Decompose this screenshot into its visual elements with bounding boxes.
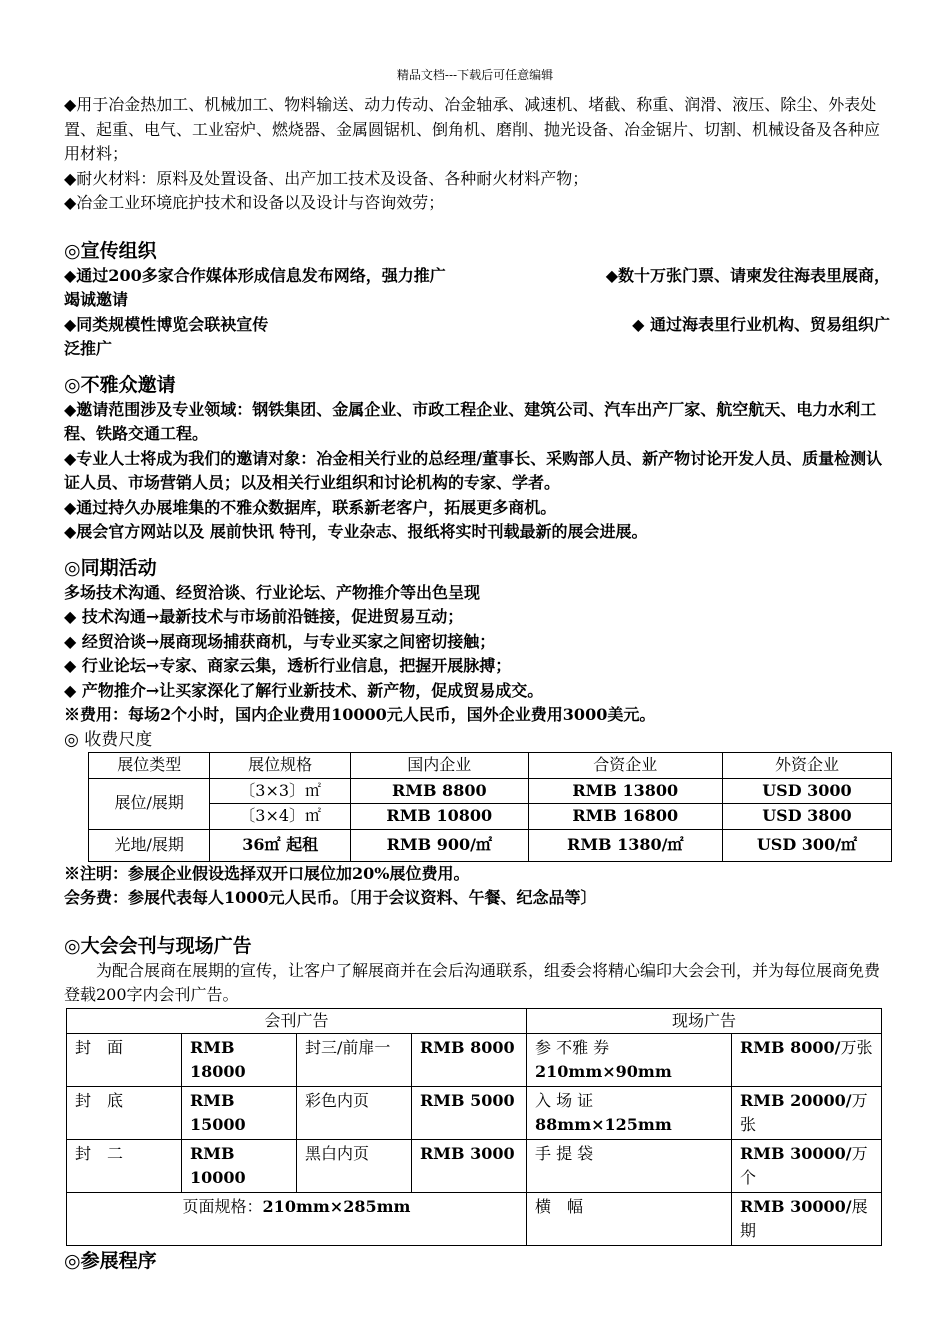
promo-item: ◆通过200多家合作媒体形成信息发布网络，强力推广 [64,265,446,285]
section-title-fees: ◎ 收费尺度 [64,729,153,750]
table-cell: RMB 10800 [350,804,528,830]
ad-item: 参 不雅 券 [535,1037,610,1057]
ad-size: 88mm×125mm [535,1114,672,1134]
table-cell: 封 面 [67,1033,182,1086]
invite-item: ◆邀请范围涉及专业领域：钢铁集团、金属企业、市政工程企业、建筑公司、汽车出产厂家、航空航天、电力水利工程、铁路交通工程。 [64,399,877,443]
table-header: 国内企业 [350,753,528,779]
page-spec-value: 210mm×285mm [262,1196,411,1216]
table-cell: 封三/前扉一 [297,1033,412,1086]
table-cell: RMB 13800 [528,778,722,804]
table-cell: 光地/展期 [89,829,210,861]
promo-row [64,313,890,338]
ad-price: RMB 30000/ [740,1196,852,1216]
table-cell [527,1139,732,1192]
ad-unit: 万张 [840,1037,873,1057]
intro-item: ◆冶金工业环境庇护技术和设备以及设计与咨询效劳； [64,193,445,212]
table-row [67,1192,882,1245]
ads-desc: 为配合展商在展期的宣传，让客户了解展商并在会后沟通联系，组委会将精心编印大会会刊，并为每位展商免费登载200字内会刊广告。 [64,960,881,1004]
table-cell [732,1192,882,1245]
promo-cont: 竭诚邀请 [64,290,129,309]
invite-item: ◆专业人士将成为我们的邀请对象：冶金相关行业的总经理/董事长、采购部人员、新产物讨论开发人员、质量检测认证人员、市场营销人员；以及相关行业组织和讨论机构的专家、学者。 [64,448,883,492]
ad-item: 手 提 袋 [535,1143,594,1163]
table-row [67,1008,882,1033]
ad-unit: 展期 [740,1196,868,1240]
table-header: 展位类型 [89,753,210,779]
table-cell: 展位/展期 [89,778,210,829]
table-cell: 封 底 [67,1086,182,1139]
table-cell [732,1086,882,1139]
table-row [89,804,892,830]
ad-price: RMB 20000/ [740,1090,852,1110]
document-body [64,93,890,1274]
table-cell: 〔3×4〕㎡ [210,804,351,830]
table-cell: RMB 15000 [182,1086,297,1139]
table-cell: USD 300/㎡ [722,829,891,861]
events-fee: ※费用：每场2个小时，国内企业费用10000元人民币，国外企业费用3000美元。 [64,705,656,724]
events-item: ◆ 技术沟通→最新技术与市场前沿链接，促进贸易互动； [64,607,464,626]
section-title-procedure: ◎参展程序 [64,1249,157,1272]
table-cell [527,1086,732,1139]
ad-price: RMB 8000/ [740,1037,841,1057]
table-header: 现场广告 [527,1008,882,1033]
table-cell: 彩色内页 [297,1086,412,1139]
table-cell: 36㎡ 起租 [210,829,351,861]
table-cell: RMB 3000 [412,1139,527,1192]
events-lead: 多场技术沟通、经贸洽谈、行业论坛、产物推介等出色呈现 [64,582,481,602]
promo-row [64,264,890,289]
ad-unit: 万张 [740,1090,868,1134]
table-row [67,1139,882,1192]
intro-item: ◆用于冶金热加工、机械加工、物料输送、动力传动、冶金轴承、减速机、堵截、称重、润滑、液压、除尘、外表处置、起重、电气、工业窑炉、燃烧器、金属圆锯机、倒角机、磨削、抛光设备、冶金锯片、切割、机械设备及各种应用材料； [64,95,881,163]
events-item: ◆ 行业论坛→专家、商家云集，透析行业信息，把握开展脉搏； [64,656,512,675]
table-cell: RMB 10000 [182,1139,297,1192]
table-cell: RMB 5000 [412,1086,527,1139]
section-title-events: ◎同期活动 [64,556,157,579]
ads-table [66,1008,882,1246]
section-title-invite: ◎不雅众邀请 [64,373,176,396]
table-cell [732,1033,882,1086]
table-cell: RMB 1380/㎡ [528,829,722,861]
table-header: 会刊广告 [67,1008,527,1033]
table-cell: 横 幅 [527,1192,732,1245]
fee-table [88,752,892,862]
table-cell: 〔3×3〕㎡ [210,778,351,804]
table-cell [732,1139,882,1192]
events-item: ◆ 经贸洽谈→展商现场捕获商机，与专业买家之间密切接触； [64,631,496,651]
promo-item: ◆ 通过海表里行业机构、贸易组织广 [632,314,890,334]
ad-size: 210mm×90mm [535,1061,672,1081]
ad-price: RMB 30000/ [740,1143,852,1163]
table-cell: RMB 8000 [412,1033,527,1086]
table-cell: RMB 900/㎡ [350,829,528,861]
promo-cont: 泛推广 [64,339,113,358]
table-cell: RMB 18000 [182,1033,297,1086]
table-row [67,1033,882,1086]
ad-item: 入 场 证 [535,1090,594,1110]
table-cell: USD 3800 [722,804,891,830]
intro-item: ◆耐火材料：原料及处置设备、出产加工技术及设备、各种耐火材料产物； [64,168,589,188]
table-cell: 封 二 [67,1139,182,1192]
table-cell [527,1033,732,1086]
events-item: ◆ 产物推介→让买家深化了解行业新技术、新产物，促成贸易成交。 [64,680,544,700]
table-row [89,778,892,804]
section-title-promo: ◎宣传组织 [64,239,157,262]
table-cell: USD 3000 [722,778,891,804]
promo-item: ◆数十万张门票、请柬发往海表里展商， [605,265,890,285]
table-row [67,1086,882,1139]
table-header: 外资企业 [722,753,891,779]
promo-item: ◆同类规模性博览会联袂宣传 [64,314,269,334]
invite-item: ◆通过持久办展堆集的不雅众数据库，联系新老客户，拓展更多商机。 [64,497,557,517]
invite-item: ◆展会官方网站以及 展前快讯 特刊，专业杂志、报纸将实时刊载最新的展会进展。 [64,522,648,541]
section-title-ads: ◎大会会刊与现场广告 [64,934,252,957]
table-cell: 黑白内页 [297,1139,412,1192]
table-header: 合资企业 [528,753,722,779]
page-header: 精品文档---下载后可任意编辑 [396,68,554,82]
table-cell: RMB 8800 [350,778,528,804]
ad-unit: 万个 [740,1143,868,1187]
table-row [89,753,892,779]
table-header: 展位规格 [210,753,351,779]
page-spec-label: 页面规格： [182,1196,263,1216]
fee-note: ※注明：参展企业假设选择双开口展位加20%展位费用。 [64,863,470,883]
table-row [89,829,892,861]
table-cell: RMB 16800 [528,804,722,830]
table-cell [67,1192,527,1245]
fee-note: 会务费：参展代表每人1000元人民币。〔用于会议资料、午餐、纪念品等〕 [64,888,597,907]
